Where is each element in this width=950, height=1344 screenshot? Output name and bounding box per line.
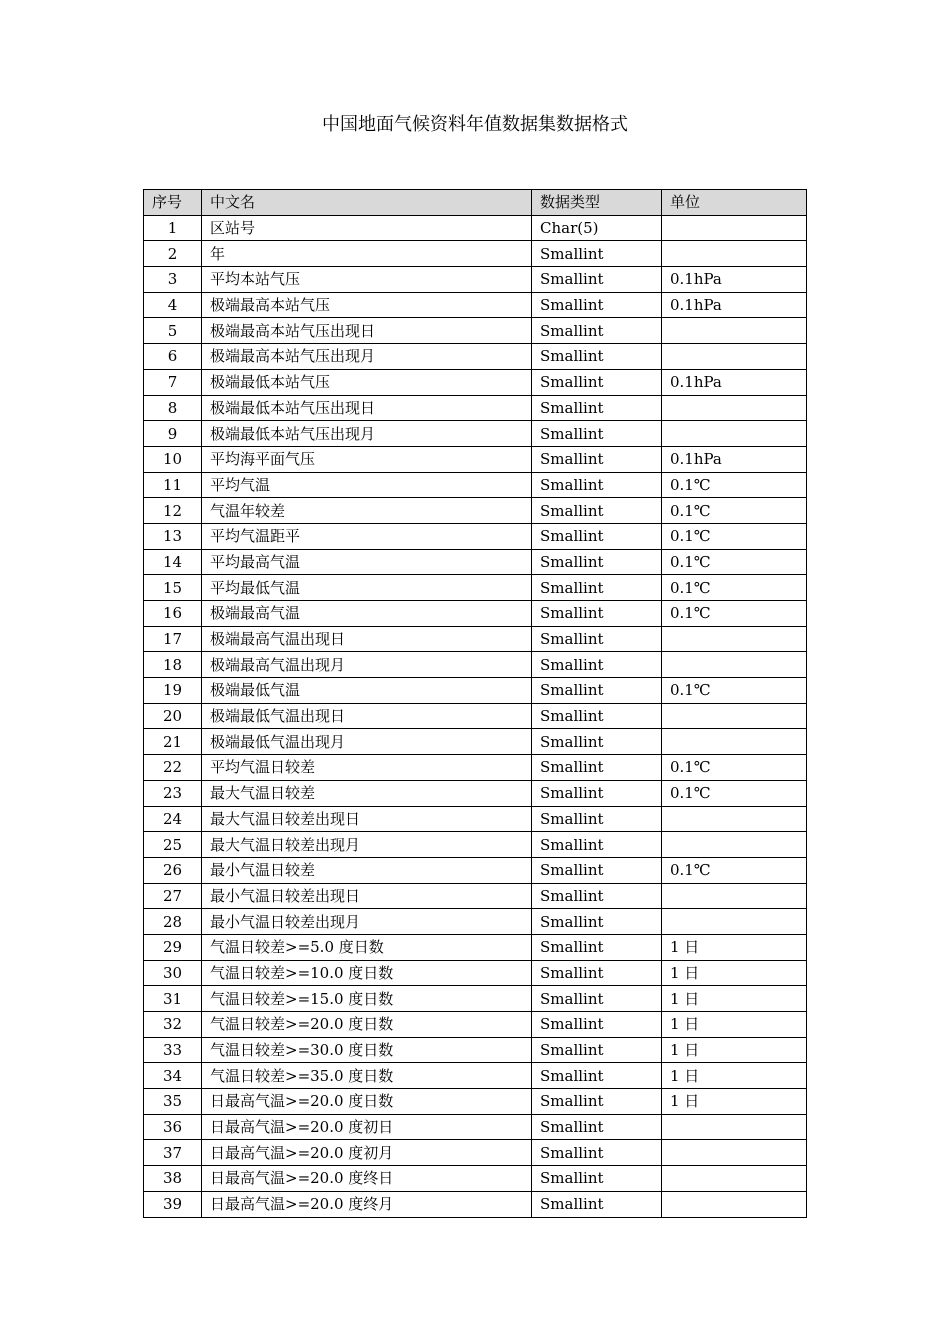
- cell-data-type: Smallint: [532, 395, 662, 421]
- cell-unit: [662, 883, 807, 909]
- cell-chinese-name: 平均气温日较差: [202, 755, 532, 781]
- cell-unit: 0.1hPa: [662, 446, 807, 472]
- cell-seq: 14: [144, 549, 202, 575]
- cell-seq: 25: [144, 832, 202, 858]
- table-row: [144, 472, 807, 498]
- cell-chinese-name: 极端最低气温出现月: [202, 729, 532, 755]
- cell-unit: [662, 1140, 807, 1166]
- cell-unit: 0.1℃: [662, 601, 807, 627]
- cell-chinese-name: 日最高气温>=20.0 度初月: [202, 1140, 532, 1166]
- table-row: [144, 318, 807, 344]
- table-row: [144, 652, 807, 678]
- header-seq: 序号: [144, 190, 202, 216]
- table-row: [144, 703, 807, 729]
- cell-chinese-name: 极端最高本站气压: [202, 292, 532, 318]
- table-row: [144, 498, 807, 524]
- cell-data-type: Smallint: [532, 1140, 662, 1166]
- cell-seq: 26: [144, 857, 202, 883]
- table-row: [144, 934, 807, 960]
- table-row: [144, 241, 807, 267]
- cell-data-type: Smallint: [532, 318, 662, 344]
- cell-seq: 28: [144, 909, 202, 935]
- cell-data-type: Smallint: [532, 1037, 662, 1063]
- cell-chinese-name: 极端最低本站气压出现月: [202, 421, 532, 447]
- table-header-row: [144, 190, 807, 216]
- cell-data-type: Smallint: [532, 652, 662, 678]
- cell-seq: 10: [144, 446, 202, 472]
- cell-data-type: Smallint: [532, 857, 662, 883]
- cell-chinese-name: 日最高气温>=20.0 度日数: [202, 1089, 532, 1115]
- cell-chinese-name: 气温年较差: [202, 498, 532, 524]
- table-row: [144, 883, 807, 909]
- cell-data-type: Smallint: [532, 986, 662, 1012]
- cell-seq: 2: [144, 241, 202, 267]
- cell-seq: 18: [144, 652, 202, 678]
- cell-unit: 0.1℃: [662, 549, 807, 575]
- cell-chinese-name: 极端最低本站气压出现日: [202, 395, 532, 421]
- cell-seq: 1: [144, 215, 202, 241]
- cell-seq: 12: [144, 498, 202, 524]
- cell-seq: 37: [144, 1140, 202, 1166]
- cell-data-type: Smallint: [532, 421, 662, 447]
- cell-data-type: Smallint: [532, 241, 662, 267]
- table-row: [144, 395, 807, 421]
- cell-unit: [662, 729, 807, 755]
- cell-data-type: Char(5): [532, 215, 662, 241]
- cell-data-type: Smallint: [532, 806, 662, 832]
- table-row: [144, 678, 807, 704]
- cell-unit: 1 日: [662, 1063, 807, 1089]
- cell-data-type: Smallint: [532, 678, 662, 704]
- cell-chinese-name: 日最高气温>=20.0 度终日: [202, 1166, 532, 1192]
- cell-unit: [662, 318, 807, 344]
- cell-chinese-name: 极端最低气温: [202, 678, 532, 704]
- cell-data-type: Smallint: [532, 601, 662, 627]
- cell-chinese-name: 最小气温日较差出现月: [202, 909, 532, 935]
- cell-seq: 22: [144, 755, 202, 781]
- cell-unit: 1 日: [662, 934, 807, 960]
- cell-seq: 3: [144, 267, 202, 293]
- table-row: [144, 857, 807, 883]
- cell-chinese-name: 平均本站气压: [202, 267, 532, 293]
- cell-seq: 31: [144, 986, 202, 1012]
- table-row: [144, 1063, 807, 1089]
- cell-unit: 0.1℃: [662, 857, 807, 883]
- cell-data-type: Smallint: [532, 780, 662, 806]
- header-unit: 单位: [662, 190, 807, 216]
- table-body: [144, 215, 807, 1217]
- cell-chinese-name: 日最高气温>=20.0 度终月: [202, 1191, 532, 1217]
- cell-chinese-name: 气温日较差>=35.0 度日数: [202, 1063, 532, 1089]
- cell-seq: 16: [144, 601, 202, 627]
- cell-seq: 9: [144, 421, 202, 447]
- cell-unit: [662, 1191, 807, 1217]
- cell-data-type: Smallint: [532, 344, 662, 370]
- cell-data-type: Smallint: [532, 832, 662, 858]
- cell-unit: 1 日: [662, 1037, 807, 1063]
- cell-chinese-name: 最大气温日较差: [202, 780, 532, 806]
- cell-data-type: Smallint: [532, 1063, 662, 1089]
- cell-seq: 8: [144, 395, 202, 421]
- cell-unit: 0.1℃: [662, 523, 807, 549]
- cell-unit: [662, 1114, 807, 1140]
- cell-data-type: Smallint: [532, 267, 662, 293]
- cell-seq: 32: [144, 1012, 202, 1038]
- table-row: [144, 601, 807, 627]
- cell-seq: 39: [144, 1191, 202, 1217]
- table-row: [144, 421, 807, 447]
- table-row: [144, 626, 807, 652]
- cell-chinese-name: 极端最高气温出现日: [202, 626, 532, 652]
- table-row: [144, 344, 807, 370]
- table-row: [144, 960, 807, 986]
- cell-chinese-name: 平均气温: [202, 472, 532, 498]
- table-row: [144, 729, 807, 755]
- cell-data-type: Smallint: [532, 472, 662, 498]
- cell-seq: 15: [144, 575, 202, 601]
- table-row: [144, 1114, 807, 1140]
- cell-data-type: Smallint: [532, 1089, 662, 1115]
- table-row: [144, 1191, 807, 1217]
- cell-data-type: Smallint: [532, 549, 662, 575]
- cell-unit: [662, 626, 807, 652]
- cell-chinese-name: 最大气温日较差出现月: [202, 832, 532, 858]
- cell-data-type: Smallint: [532, 1012, 662, 1038]
- cell-data-type: Smallint: [532, 498, 662, 524]
- table-row: [144, 1012, 807, 1038]
- cell-data-type: Smallint: [532, 523, 662, 549]
- cell-seq: 20: [144, 703, 202, 729]
- cell-data-type: Smallint: [532, 703, 662, 729]
- cell-data-type: Smallint: [532, 1114, 662, 1140]
- cell-chinese-name: 极端最低本站气压: [202, 369, 532, 395]
- cell-chinese-name: 气温日较差>=10.0 度日数: [202, 960, 532, 986]
- cell-data-type: Smallint: [532, 883, 662, 909]
- table-row: [144, 780, 807, 806]
- table-row: [144, 909, 807, 935]
- cell-chinese-name: 平均最低气温: [202, 575, 532, 601]
- cell-chinese-name: 区站号: [202, 215, 532, 241]
- table-row: [144, 369, 807, 395]
- cell-unit: [662, 703, 807, 729]
- cell-seq: 19: [144, 678, 202, 704]
- cell-seq: 29: [144, 934, 202, 960]
- cell-data-type: Smallint: [532, 755, 662, 781]
- table-row: [144, 806, 807, 832]
- cell-unit: [662, 652, 807, 678]
- cell-unit: 1 日: [662, 986, 807, 1012]
- cell-data-type: Smallint: [532, 1166, 662, 1192]
- page-title: 中国地面气候资料年值数据集数据格式: [322, 114, 628, 135]
- cell-chinese-name: 极端最高本站气压出现日: [202, 318, 532, 344]
- cell-chinese-name: 气温日较差>=15.0 度日数: [202, 986, 532, 1012]
- cell-data-type: Smallint: [532, 729, 662, 755]
- cell-unit: 0.1℃: [662, 780, 807, 806]
- cell-chinese-name: 极端最低气温出现日: [202, 703, 532, 729]
- cell-data-type: Smallint: [532, 960, 662, 986]
- cell-chinese-name: 平均气温距平: [202, 523, 532, 549]
- cell-unit: [662, 832, 807, 858]
- cell-chinese-name: 气温日较差>=5.0 度日数: [202, 934, 532, 960]
- cell-seq: 27: [144, 883, 202, 909]
- cell-chinese-name: 气温日较差>=20.0 度日数: [202, 1012, 532, 1038]
- table-row: [144, 446, 807, 472]
- cell-chinese-name: 气温日较差>=30.0 度日数: [202, 1037, 532, 1063]
- table-row: [144, 292, 807, 318]
- cell-chinese-name: 极端最高气温出现月: [202, 652, 532, 678]
- cell-chinese-name: 极端最高本站气压出现月: [202, 344, 532, 370]
- table-row: [144, 755, 807, 781]
- cell-unit: 0.1℃: [662, 678, 807, 704]
- cell-data-type: Smallint: [532, 369, 662, 395]
- cell-unit: [662, 395, 807, 421]
- cell-unit: [662, 806, 807, 832]
- cell-seq: 5: [144, 318, 202, 344]
- cell-chinese-name: 极端最高气温: [202, 601, 532, 627]
- cell-chinese-name: 年: [202, 241, 532, 267]
- cell-chinese-name: 最小气温日较差: [202, 857, 532, 883]
- cell-data-type: Smallint: [532, 1191, 662, 1217]
- cell-unit: 0.1℃: [662, 575, 807, 601]
- cell-unit: 0.1℃: [662, 472, 807, 498]
- table-row: [144, 575, 807, 601]
- cell-seq: 24: [144, 806, 202, 832]
- cell-unit: [662, 241, 807, 267]
- cell-seq: 13: [144, 523, 202, 549]
- table-row: [144, 986, 807, 1012]
- cell-data-type: Smallint: [532, 934, 662, 960]
- cell-unit: [662, 1166, 807, 1192]
- table-row: [144, 1166, 807, 1192]
- cell-chinese-name: 日最高气温>=20.0 度初日: [202, 1114, 532, 1140]
- cell-seq: 4: [144, 292, 202, 318]
- cell-unit: [662, 215, 807, 241]
- cell-data-type: Smallint: [532, 575, 662, 601]
- data-format-table: [143, 189, 807, 1218]
- table-row: [144, 267, 807, 293]
- cell-seq: 33: [144, 1037, 202, 1063]
- header-data-type: 数据类型: [532, 190, 662, 216]
- cell-unit: 1 日: [662, 960, 807, 986]
- cell-seq: 38: [144, 1166, 202, 1192]
- cell-unit: 0.1℃: [662, 498, 807, 524]
- cell-unit: [662, 909, 807, 935]
- table-row: [144, 523, 807, 549]
- cell-chinese-name: 最大气温日较差出现日: [202, 806, 532, 832]
- cell-data-type: Smallint: [532, 626, 662, 652]
- cell-seq: 34: [144, 1063, 202, 1089]
- cell-unit: 1 日: [662, 1089, 807, 1115]
- table-row: [144, 1037, 807, 1063]
- cell-seq: 36: [144, 1114, 202, 1140]
- cell-unit: 0.1hPa: [662, 267, 807, 293]
- cell-seq: 7: [144, 369, 202, 395]
- cell-seq: 23: [144, 780, 202, 806]
- cell-chinese-name: 平均海平面气压: [202, 446, 532, 472]
- cell-unit: [662, 344, 807, 370]
- cell-seq: 35: [144, 1089, 202, 1115]
- cell-unit: 0.1℃: [662, 755, 807, 781]
- table-row: [144, 215, 807, 241]
- cell-seq: 30: [144, 960, 202, 986]
- cell-seq: 17: [144, 626, 202, 652]
- table-row: [144, 1089, 807, 1115]
- cell-chinese-name: 平均最高气温: [202, 549, 532, 575]
- cell-unit: 0.1hPa: [662, 292, 807, 318]
- cell-data-type: Smallint: [532, 292, 662, 318]
- cell-seq: 6: [144, 344, 202, 370]
- cell-unit: [662, 421, 807, 447]
- cell-data-type: Smallint: [532, 909, 662, 935]
- table-row: [144, 549, 807, 575]
- cell-seq: 11: [144, 472, 202, 498]
- cell-unit: 1 日: [662, 1012, 807, 1038]
- cell-data-type: Smallint: [532, 446, 662, 472]
- table-row: [144, 1140, 807, 1166]
- cell-seq: 21: [144, 729, 202, 755]
- header-chinese-name: 中文名: [202, 190, 532, 216]
- cell-chinese-name: 最小气温日较差出现日: [202, 883, 532, 909]
- table-row: [144, 832, 807, 858]
- cell-unit: 0.1hPa: [662, 369, 807, 395]
